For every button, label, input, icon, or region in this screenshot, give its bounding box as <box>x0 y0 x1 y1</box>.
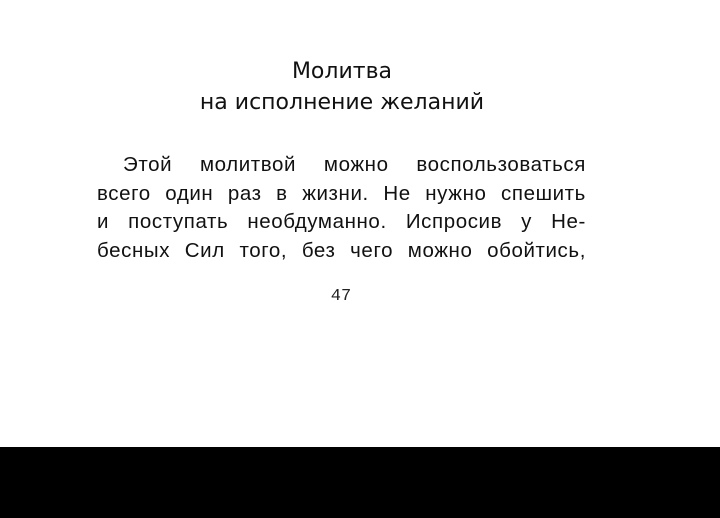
page-number: 47 <box>330 287 352 306</box>
body-paragraph <box>97 151 586 266</box>
body-word: Не <box>383 181 411 205</box>
body-word: раз <box>227 181 262 205</box>
body-word: поступать <box>128 210 229 234</box>
body-word: жизни. <box>302 181 369 205</box>
body-line <box>97 208 586 237</box>
body-line <box>97 237 586 266</box>
body-word: необдуманно. <box>247 210 387 234</box>
body-word: молитвой <box>199 153 297 176</box>
body-word: один <box>165 181 214 205</box>
body-word: можно <box>323 153 389 176</box>
body-word: можно <box>407 239 473 263</box>
body-word: в <box>276 181 288 205</box>
body-word: Этой <box>123 153 173 176</box>
bottom-black-bar <box>0 447 720 518</box>
body-word: без <box>301 239 336 263</box>
body-word: всего <box>97 181 151 205</box>
body-word: нужно <box>425 181 487 205</box>
chapter-title-line-1: Молитва <box>291 59 393 84</box>
body-line <box>97 151 586 180</box>
body-word: чего <box>350 239 394 263</box>
body-word: спешить <box>501 181 586 205</box>
body-line <box>97 180 586 209</box>
body-word: Не- <box>551 210 586 234</box>
body-word: воспользоваться <box>416 153 586 176</box>
chapter-title-line-2: на исполнение желаний <box>199 90 485 115</box>
body-word: обойтись, <box>487 239 586 263</box>
body-word: того, <box>239 239 288 263</box>
body-word: бесных <box>97 239 171 263</box>
body-word: Сил <box>184 239 225 263</box>
body-word: у <box>521 210 533 234</box>
body-word: и <box>97 210 110 234</box>
body-word: Испросив <box>405 210 503 234</box>
